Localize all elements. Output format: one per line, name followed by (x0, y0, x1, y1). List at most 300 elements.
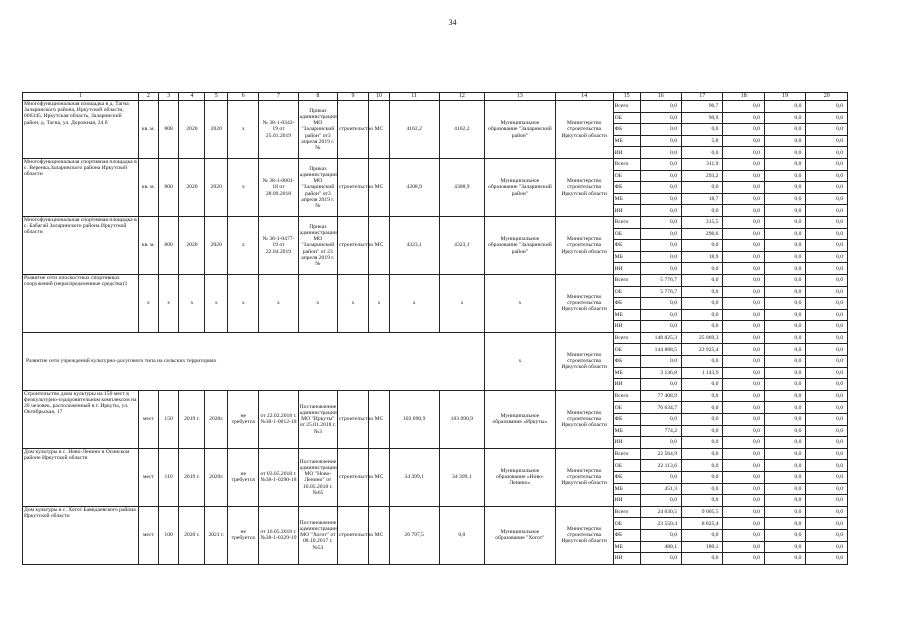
funding-source-cell: Всего (613, 158, 640, 170)
amount-cell: 0,0 (723, 321, 764, 333)
funding-source-cell: ИИ (613, 263, 640, 275)
ownership-cell: МС (369, 158, 390, 216)
estimated-cost-cell: 4162,2 (389, 101, 439, 159)
amount-cell: 0,0 (682, 437, 723, 449)
amount-cell: 0,0 (640, 228, 681, 240)
object-name-cell: Многофункциональная спортивная площадка в с. Бабагай Заларинского района Иркутской области (23, 216, 139, 274)
expertise-cell: не требуется (228, 390, 259, 448)
amount-cell: 0,0 (806, 274, 848, 286)
capacity-cell: x (158, 274, 179, 332)
funding-source-cell: ФБ (613, 298, 640, 310)
column-number: 2 (139, 93, 159, 101)
amount-cell: 0,0 (640, 240, 681, 252)
amount-cell: 0,0 (640, 529, 681, 541)
funding-source-cell: Всего (613, 332, 640, 344)
amount-cell: 0,0 (640, 553, 681, 565)
work-type-cell: строительство (338, 448, 369, 506)
amount-cell: 0,0 (723, 460, 764, 472)
amount-cell: 0,0 (682, 321, 723, 333)
amount-cell: 3 136,8 (640, 367, 681, 379)
amount-cell: 0,0 (723, 147, 764, 159)
column-number: 7 (259, 93, 298, 101)
amount-cell: 0,0 (682, 240, 723, 252)
recipient-cell: Муниципальное образование "Заларинский район" (485, 101, 555, 159)
amount-cell: 144 888,5 (640, 344, 681, 356)
amount-cell: 0,0 (640, 472, 681, 484)
amount-cell: 0,0 (682, 205, 723, 217)
table-row-object (23, 216, 848, 228)
amount-cell: 0,0 (723, 402, 764, 414)
estimated-cost-cell: 34 399,1 (389, 448, 439, 506)
amount-cell: 0,0 (806, 170, 848, 182)
amount-cell: 315,5 (682, 216, 723, 228)
amount-cell: 0,0 (723, 437, 764, 449)
amount-cell: 0,0 (640, 379, 681, 391)
amount-cell: 0,0 (723, 274, 764, 286)
amount-cell: 0,0 (640, 356, 681, 368)
amount-cell: 76 634,7 (640, 402, 681, 414)
remaining-cost-cell: 0,0 (439, 506, 485, 564)
amount-cell: 0,0 (723, 112, 764, 124)
start-year-cell: 2020 (179, 158, 205, 216)
administrator-cell: Министерство строительства Иркутской области (555, 332, 613, 390)
amount-cell: 0,0 (806, 240, 848, 252)
amount-cell: 0,0 (806, 367, 848, 379)
amount-cell: 0,0 (764, 483, 805, 495)
remaining-cost-cell: 4308,9 (439, 158, 485, 216)
amount-cell: 0,0 (764, 541, 805, 553)
amount-cell: 25 069,3 (682, 332, 723, 344)
column-number: 17 (682, 93, 723, 101)
amount-cell: 0,0 (806, 483, 848, 495)
amount-cell: 0,0 (806, 356, 848, 368)
amount-cell: 0,0 (723, 448, 764, 460)
decision-document-cell: Постановление администрации МО "Иркуты" от 25.01.2018 г. №3 (298, 390, 337, 448)
administrator-cell: Министерство строительства Иркутской области (555, 158, 613, 216)
program-table (22, 92, 848, 565)
decision-document-cell: Постановление администрации МО "Хогот" от 08.10.2017 г. №53 (298, 506, 337, 564)
amount-cell: 0,0 (640, 414, 681, 426)
amount-cell: 18,7 (682, 193, 723, 205)
amount-cell: 9 005,5 (682, 506, 723, 518)
capacity-cell: 808 (158, 101, 179, 159)
estimated-cost-cell: 26 797,5 (389, 506, 439, 564)
unit-cell: кв. м. (139, 216, 159, 274)
expertise-cell: не требуется (228, 506, 259, 564)
column-number: 13 (485, 93, 555, 101)
funding-source-cell: МБ (613, 251, 640, 263)
amount-cell: 0,0 (764, 356, 805, 368)
ownership-cell: МС (369, 216, 390, 274)
table-row-object (23, 158, 848, 170)
amount-cell: 0,0 (723, 379, 764, 391)
amount-cell: 0,0 (723, 228, 764, 240)
amount-cell: 77 408,9 (640, 390, 681, 402)
amount-cell: 0,0 (640, 251, 681, 263)
amount-cell: 0,0 (806, 205, 848, 217)
amount-cell: 0,0 (764, 390, 805, 402)
expertise-cell: x (228, 274, 259, 332)
amount-cell: 0,0 (640, 216, 681, 228)
amount-cell: 0,0 (806, 193, 848, 205)
amount-cell: 0,0 (723, 124, 764, 136)
funding-source-cell: Всего (613, 390, 640, 402)
amount-cell: 311,9 (682, 158, 723, 170)
table-row-object (23, 274, 848, 286)
recipient-cell: Муниципальное образование "Хогот" (485, 506, 555, 564)
column-number: 9 (338, 93, 369, 101)
funding-source-cell: ОБ (613, 460, 640, 472)
funding-source-cell: ФБ (613, 472, 640, 484)
amount-cell: 18,9 (682, 251, 723, 263)
amount-cell: 0,0 (764, 193, 805, 205)
amount-cell: 0,0 (682, 495, 723, 507)
amount-cell: 0,0 (682, 425, 723, 437)
funding-source-cell: ИИ (613, 437, 640, 449)
amount-cell: 0,0 (640, 321, 681, 333)
amount-cell: 90,9 (682, 112, 723, 124)
expertise-conclusion-cell: от 03.05.2018 г. №38-1-0290-18 (259, 448, 298, 506)
amount-cell: 0,0 (723, 135, 764, 147)
expertise-conclusion-cell: № 38-1-0342-19 от 25.01.2019 (259, 101, 298, 159)
amount-cell: 148 025,3 (640, 332, 681, 344)
funding-source-cell: МБ (613, 309, 640, 321)
amount-cell: 296,6 (682, 228, 723, 240)
remaining-cost-cell: 4323,1 (439, 216, 485, 274)
amount-cell: 0,0 (640, 309, 681, 321)
amount-cell: 22 564,9 (640, 448, 681, 460)
amount-cell: 0,0 (806, 298, 848, 310)
start-year-cell: x (179, 274, 205, 332)
funding-source-cell: ФБ (613, 356, 640, 368)
amount-cell: 0,0 (806, 472, 848, 484)
end-year-cell: 2020г. (205, 448, 228, 506)
amount-cell: 0,0 (806, 216, 848, 228)
expertise-cell: x (228, 158, 259, 216)
amount-cell: 0,0 (723, 158, 764, 170)
funding-source-cell: ФБ (613, 414, 640, 426)
amount-cell: 0,0 (723, 472, 764, 484)
column-number: 19 (764, 93, 805, 101)
amount-cell: 0,0 (682, 379, 723, 391)
funding-source-cell: ИИ (613, 553, 640, 565)
remaining-cost-cell: 103 090,9 (439, 390, 485, 448)
expertise-conclusion-cell: от 22.02.2018 г. №38-1-0012-18 (259, 390, 298, 448)
recipient-cell: Муниципальное образование "Заларинский район" (485, 216, 555, 274)
amount-cell: 0,0 (806, 263, 848, 275)
table-row-object (23, 101, 848, 113)
funding-source-cell: ФБ (613, 240, 640, 252)
amount-cell: 23 925,4 (682, 344, 723, 356)
amount-cell: 5,8 (682, 135, 723, 147)
amount-cell: 0,0 (764, 112, 805, 124)
amount-cell: 0,0 (806, 402, 848, 414)
amount-cell: 0,0 (806, 390, 848, 402)
amount-cell: 0,0 (764, 367, 805, 379)
amount-cell: 0,0 (640, 495, 681, 507)
unit-cell: мест (139, 506, 159, 564)
amount-cell: 0,0 (640, 112, 681, 124)
column-number: 11 (389, 93, 439, 101)
work-type-cell: строительство (338, 158, 369, 216)
capacity-cell: 100 (158, 506, 179, 564)
expertise-conclusion-cell: № 38-1-0801-18 от 28.09.2018 (259, 158, 298, 216)
amount-cell: 0,0 (723, 518, 764, 530)
amount-cell: 0,0 (723, 541, 764, 553)
recipient-cell: x (485, 274, 555, 332)
funding-source-cell: ОБ (613, 402, 640, 414)
amount-cell: 0,0 (764, 379, 805, 391)
funding-source-cell: Всего (613, 274, 640, 286)
amount-cell: 0,0 (640, 158, 681, 170)
amount-cell: 0,0 (764, 437, 805, 449)
funding-source-cell: МБ (613, 483, 640, 495)
amount-cell: 0,0 (806, 286, 848, 298)
amount-cell: 0,0 (764, 332, 805, 344)
start-year-cell: 2019 г. (179, 448, 205, 506)
amount-cell: 0,0 (764, 228, 805, 240)
amount-cell: 0,0 (764, 321, 805, 333)
amount-cell: 0,0 (723, 193, 764, 205)
amount-cell: 0,0 (723, 344, 764, 356)
amount-cell: 0,0 (723, 367, 764, 379)
amount-cell: 0,0 (806, 147, 848, 159)
amount-cell: 0,0 (723, 205, 764, 217)
column-number: 16 (640, 93, 681, 101)
administrator-cell: Министерство строительства Иркутской области (555, 216, 613, 274)
amount-cell: 0,0 (764, 205, 805, 217)
amount-cell: 0,0 (764, 495, 805, 507)
amount-cell: 0,0 (764, 425, 805, 437)
unit-cell: кв. м. (139, 101, 159, 159)
amount-cell: 0,0 (764, 472, 805, 484)
amount-cell: 0,0 (682, 529, 723, 541)
amount-cell: 8 825,4 (682, 518, 723, 530)
amount-cell: 0,0 (764, 124, 805, 136)
decision-document-cell: Приказ администрации МО "Заларинский район" от 23 апреля 2019 г. № (298, 216, 337, 274)
amount-cell: 0,0 (723, 286, 764, 298)
funding-source-cell: ИИ (613, 321, 640, 333)
amount-cell: 293,2 (682, 170, 723, 182)
amount-cell: 0,0 (764, 135, 805, 147)
column-number-row (23, 93, 848, 101)
amount-cell: 0,0 (723, 553, 764, 565)
amount-cell: 5 776,7 (640, 286, 681, 298)
start-year-cell: 2020 (179, 216, 205, 274)
amount-cell: 0,0 (806, 251, 848, 263)
amount-cell: 0,0 (764, 101, 805, 113)
funding-source-cell: МБ (613, 135, 640, 147)
expertise-conclusion-cell: x (259, 274, 298, 332)
funding-source-cell: ИИ (613, 147, 640, 159)
amount-cell: 0,0 (723, 170, 764, 182)
amount-cell: 0,0 (640, 263, 681, 275)
amount-cell: 0,0 (806, 437, 848, 449)
column-number: 12 (439, 93, 485, 101)
column-number: 5 (205, 93, 228, 101)
amount-cell: 0,0 (723, 356, 764, 368)
amount-cell: 0,0 (640, 437, 681, 449)
unit-cell: кв. м. (139, 158, 159, 216)
amount-cell: 0,0 (764, 274, 805, 286)
amount-cell: 0,0 (640, 124, 681, 136)
column-number: 8 (298, 93, 337, 101)
amount-cell: 0,0 (806, 379, 848, 391)
unit-cell: x (139, 274, 159, 332)
funding-source-cell: ФБ (613, 182, 640, 194)
amount-cell: 0,0 (640, 298, 681, 310)
remaining-cost-cell: 4162,2 (439, 101, 485, 159)
column-number: 20 (806, 93, 848, 101)
amount-cell: 0,0 (723, 506, 764, 518)
recipient-cell: Муниципальное образование «Иркуты» (485, 390, 555, 448)
amount-cell: 0,0 (682, 182, 723, 194)
end-year-cell: 2020 (205, 216, 228, 274)
column-number: 15 (613, 93, 640, 101)
ownership-cell: МС (369, 101, 390, 159)
amount-cell: 0,0 (806, 553, 848, 565)
expertise-cell: x (228, 101, 259, 159)
ownership-cell: МС (369, 448, 390, 506)
amount-cell: 0,0 (806, 448, 848, 460)
table-row-object (23, 332, 848, 344)
table-row-object (23, 448, 848, 460)
amount-cell: 0,0 (723, 216, 764, 228)
amount-cell: 0,0 (806, 414, 848, 426)
column-number: 4 (179, 93, 205, 101)
amount-cell: 0,0 (806, 541, 848, 553)
funding-source-cell: МБ (613, 541, 640, 553)
column-number: 10 (369, 93, 390, 101)
amount-cell: 0,0 (682, 390, 723, 402)
amount-cell: 0,0 (640, 147, 681, 159)
funding-source-cell: ФБ (613, 124, 640, 136)
amount-cell: 0,0 (682, 553, 723, 565)
amount-cell: 0,0 (806, 460, 848, 472)
amount-cell: 0,0 (806, 506, 848, 518)
funding-source-cell: Всего (613, 101, 640, 113)
amount-cell: 0,0 (723, 414, 764, 426)
amount-cell: 0,0 (682, 298, 723, 310)
amount-cell: 0,0 (640, 193, 681, 205)
amount-cell: 0,0 (723, 182, 764, 194)
funding-source-cell: ОБ (613, 518, 640, 530)
capacity-cell: 800 (158, 216, 179, 274)
amount-cell: 0,0 (806, 101, 848, 113)
amount-cell: 0,0 (723, 495, 764, 507)
estimated-cost-cell: 103 090,9 (389, 390, 439, 448)
funding-source-cell: ОБ (613, 286, 640, 298)
amount-cell: 0,0 (806, 344, 848, 356)
administrator-cell: Министерство строительства Иркутской области (555, 390, 613, 448)
amount-cell: 1 143,9 (682, 367, 723, 379)
amount-cell: 0,0 (764, 216, 805, 228)
amount-cell: 0,0 (764, 298, 805, 310)
amount-cell: 0,0 (682, 124, 723, 136)
estimated-cost-cell: 4323,1 (389, 216, 439, 274)
start-year-cell: 2019 г. (179, 390, 205, 448)
amount-cell: 0,0 (764, 286, 805, 298)
funding-source-cell: Всего (613, 216, 640, 228)
amount-cell: 0,0 (723, 332, 764, 344)
funding-source-cell: МБ (613, 425, 640, 437)
amount-cell: 0,0 (682, 448, 723, 460)
end-year-cell: 2020 (205, 101, 228, 159)
funding-source-cell: ИИ (613, 379, 640, 391)
amount-cell: 180,1 (682, 541, 723, 553)
recipient-cell: Муниципальное образование «Ново-Ленино» (485, 448, 555, 506)
unit-cell: мест (139, 448, 159, 506)
amount-cell: 24 030,5 (640, 506, 681, 518)
object-name-cell: Дом культуры в с. Ново-Ленино в Осинском районе Иркутской области (23, 448, 139, 506)
amount-cell: 0,0 (640, 135, 681, 147)
amount-cell: 0,0 (723, 529, 764, 541)
administrator-cell: Министерство строительства Иркутской области (555, 101, 613, 159)
capacity-cell: 800 (158, 158, 179, 216)
amount-cell: 0,0 (806, 228, 848, 240)
amount-cell: 0,0 (806, 332, 848, 344)
amount-cell: 0,0 (764, 251, 805, 263)
capacity-cell: 150 (158, 390, 179, 448)
estimated-cost-cell: 4308,9 (389, 158, 439, 216)
start-year-cell: 2020 (179, 101, 205, 159)
end-year-cell: 2020 (205, 158, 228, 216)
administrator-cell: Министерство строительства Иркутской области (555, 274, 613, 332)
amount-cell: 0,0 (682, 263, 723, 275)
amount-cell: 0,0 (764, 448, 805, 460)
amount-cell: 0,0 (723, 390, 764, 402)
section-title: Развитие сети учреждений культурно-досугового типа на сельских территориях (23, 332, 485, 390)
funding-source-cell: МБ (613, 193, 640, 205)
amount-cell: 0,0 (764, 460, 805, 472)
amount-cell: 0,0 (806, 529, 848, 541)
ownership-cell: x (369, 274, 390, 332)
work-type-cell: строительство (338, 216, 369, 274)
object-name-cell: Строительство дома культуры на 150 мест в физкультурно-оздоровительном комплексом на 20 человек, расположенный в г. Иркуты, ул. Октябрьская, 17 (23, 390, 139, 448)
amount-cell: 0,0 (764, 170, 805, 182)
start-year-cell: 2020 г. (179, 506, 205, 564)
amount-cell: 0,0 (764, 158, 805, 170)
amount-cell: 0,0 (723, 298, 764, 310)
object-name-cell: Многофункциональная площадка в д. Тагна Заларинского района, Иркутской области, 666345, Иркутская область, Заларинский район, д. Тагна, ул. Дорожная, 24 б (23, 101, 139, 159)
amount-cell: 0,0 (764, 553, 805, 565)
column-number: 18 (723, 93, 764, 101)
amount-cell: 0,0 (682, 472, 723, 484)
amount-cell: 0,0 (723, 483, 764, 495)
amount-cell: 774,2 (640, 425, 681, 437)
amount-cell: 0,0 (682, 286, 723, 298)
decision-document-cell: x (298, 274, 337, 332)
administrator-cell: Министерство строительства Иркутской области (555, 506, 613, 564)
decision-document-cell: Приказ администрации МО "Заларинский район" от3 апреля 2019 г. № (298, 158, 337, 216)
funding-source-cell: ФБ (613, 529, 640, 541)
table-row-object (23, 390, 848, 402)
expertise-conclusion-cell: от 16.05.2018 г. №38-1-0329-19 (259, 506, 298, 564)
recipient-cell: Муниципальное образование "Заларинский район" (485, 158, 555, 216)
amount-cell: 0,0 (640, 101, 681, 113)
amount-cell: 0,0 (806, 182, 848, 194)
amount-cell: 0,0 (764, 263, 805, 275)
amount-cell: 0,0 (640, 170, 681, 182)
amount-cell: 0,0 (764, 344, 805, 356)
column-number: 14 (555, 93, 613, 101)
end-year-cell: 2020г. (205, 390, 228, 448)
amount-cell: 0,0 (682, 402, 723, 414)
decision-document-cell: Постановление администрации МО "Ново-Ленино" от 10.05.2018 г. №65 (298, 448, 337, 506)
amount-cell: 451,3 (640, 483, 681, 495)
page-number: 34 (448, 18, 457, 27)
work-type-cell: строительство (338, 101, 369, 159)
